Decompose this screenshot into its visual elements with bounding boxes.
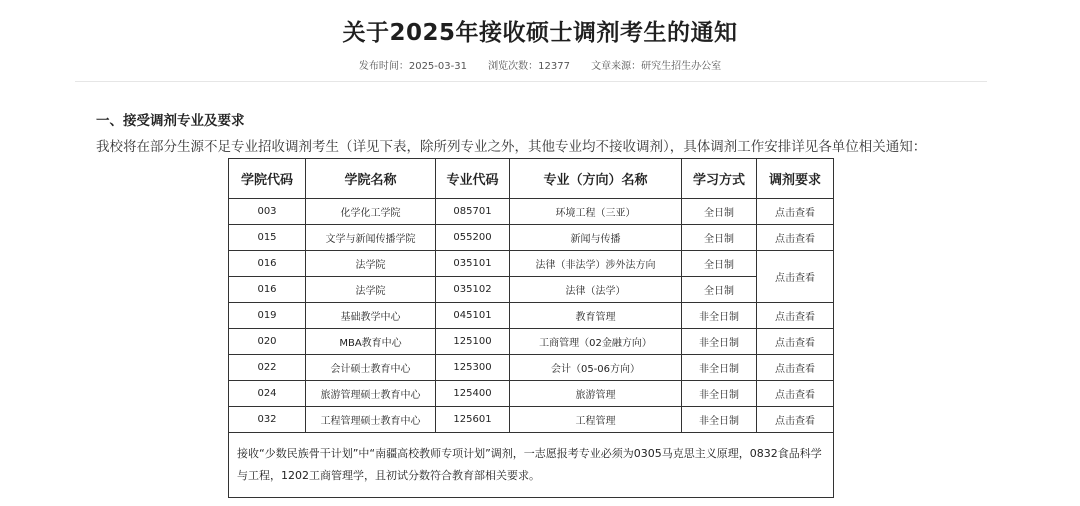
college-name-cell: 文学与新闻传播学院 [306,225,436,251]
table-row [229,277,834,303]
view-requirements-link[interactable]: 点击查看 [757,381,834,407]
college-name-cell: 会计硕士教育中心 [306,355,436,381]
view-requirements-link[interactable]: 点击查看 [757,199,834,225]
study-mode-cell: 非全日制 [682,407,757,433]
article-meta [0,57,1080,72]
header-study-mode: 学习方式 [682,159,757,199]
table-row [229,381,834,407]
college-name-cell: MBA教育中心 [306,329,436,355]
college-name-cell: 工程管理硕士教育中心 [306,407,436,433]
table-row [229,355,834,381]
view-requirements-link[interactable]: 点击查看 [757,355,834,381]
major-code-cell: 125400 [436,381,510,407]
page-title: 关于2025年接收硕士调剂考生的通知 [342,20,738,46]
major-code-cell: 125100 [436,329,510,355]
header-divider [75,81,987,82]
major-code-cell: 085701 [436,199,510,225]
view-requirements-link[interactable]: 点击查看 [757,225,834,251]
section-heading: 一、接受调剂专业及要求 [96,113,245,129]
major-name-cell: 新闻与传播 [510,225,682,251]
table-note: 接收“少数民族骨干计划”中“南疆高校教师专项计划”调剂，一志愿报考专业必须为0305马克思主义原理，0832食品科学与工程，1202工商管理学，且初试分数符合教育部相关要求。 [229,433,834,498]
header-major-name: 专业（方向）名称 [510,159,682,199]
table-row [229,199,834,225]
college-code-cell: 024 [229,381,306,407]
major-name-cell: 法律（法学） [510,277,682,303]
major-code-cell: 045101 [436,303,510,329]
major-code-cell: 035101 [436,251,510,277]
study-mode-cell: 全日制 [682,199,757,225]
major-name-cell: 工程管理 [510,407,682,433]
intro-paragraph: 我校将在部分生源不足专业招收调剂考生（详见下表，除所列专业之外，其他专业均不接收调剂），具体调剂工作安排详见各单位相关通知： [96,139,927,155]
table-row [229,407,834,433]
major-name-cell: 旅游管理 [510,381,682,407]
college-code-cell: 020 [229,329,306,355]
table-row [229,251,834,277]
major-name-cell: 教育管理 [510,303,682,329]
college-name-cell: 基础教学中心 [306,303,436,329]
major-name-cell: 工商管理（02金融方向） [510,329,682,355]
header-college-code: 学院代码 [229,159,306,199]
table-row [229,329,834,355]
major-name-cell: 法律（非法学）涉外法方向 [510,251,682,277]
major-code-cell: 055200 [436,225,510,251]
college-name-cell: 法学院 [306,251,436,277]
article-source: 文章来源：研究生招生办公室 [591,61,722,72]
study-mode-cell: 非全日制 [682,329,757,355]
publish-date: 发布时间：2025-03-31 [358,61,467,72]
study-mode-cell: 非全日制 [682,381,757,407]
college-code-cell: 015 [229,225,306,251]
college-name-cell: 法学院 [306,277,436,303]
college-code-cell: 019 [229,303,306,329]
college-name-cell: 旅游管理硕士教育中心 [306,381,436,407]
view-requirements-link[interactable]: 点击查看 [757,251,834,303]
college-code-cell: 032 [229,407,306,433]
major-code-cell: 125300 [436,355,510,381]
view-requirements-link[interactable]: 点击查看 [757,303,834,329]
table-row [229,303,834,329]
header-requirements: 调剂要求 [757,159,834,199]
major-code-cell: 035102 [436,277,510,303]
header-college-name: 学院名称 [306,159,436,199]
adjustment-majors-table [228,158,834,498]
major-name-cell: 环境工程（三亚） [510,199,682,225]
table-row [229,225,834,251]
major-code-cell: 125601 [436,407,510,433]
study-mode-cell: 非全日制 [682,355,757,381]
college-code-cell: 016 [229,251,306,277]
view-requirements-link[interactable]: 点击查看 [757,407,834,433]
college-code-cell: 022 [229,355,306,381]
study-mode-cell: 全日制 [682,225,757,251]
study-mode-cell: 全日制 [682,277,757,303]
table-note-row [229,433,834,498]
study-mode-cell: 全日制 [682,251,757,277]
view-requirements-link[interactable]: 点击查看 [757,329,834,355]
major-name-cell: 会计（05-06方向） [510,355,682,381]
college-code-cell: 016 [229,277,306,303]
view-count: 浏览次数：12377 [488,61,570,72]
study-mode-cell: 非全日制 [682,303,757,329]
college-name-cell: 化学化工学院 [306,199,436,225]
college-code-cell: 003 [229,199,306,225]
table-header-row [229,159,834,199]
header-major-code: 专业代码 [436,159,510,199]
